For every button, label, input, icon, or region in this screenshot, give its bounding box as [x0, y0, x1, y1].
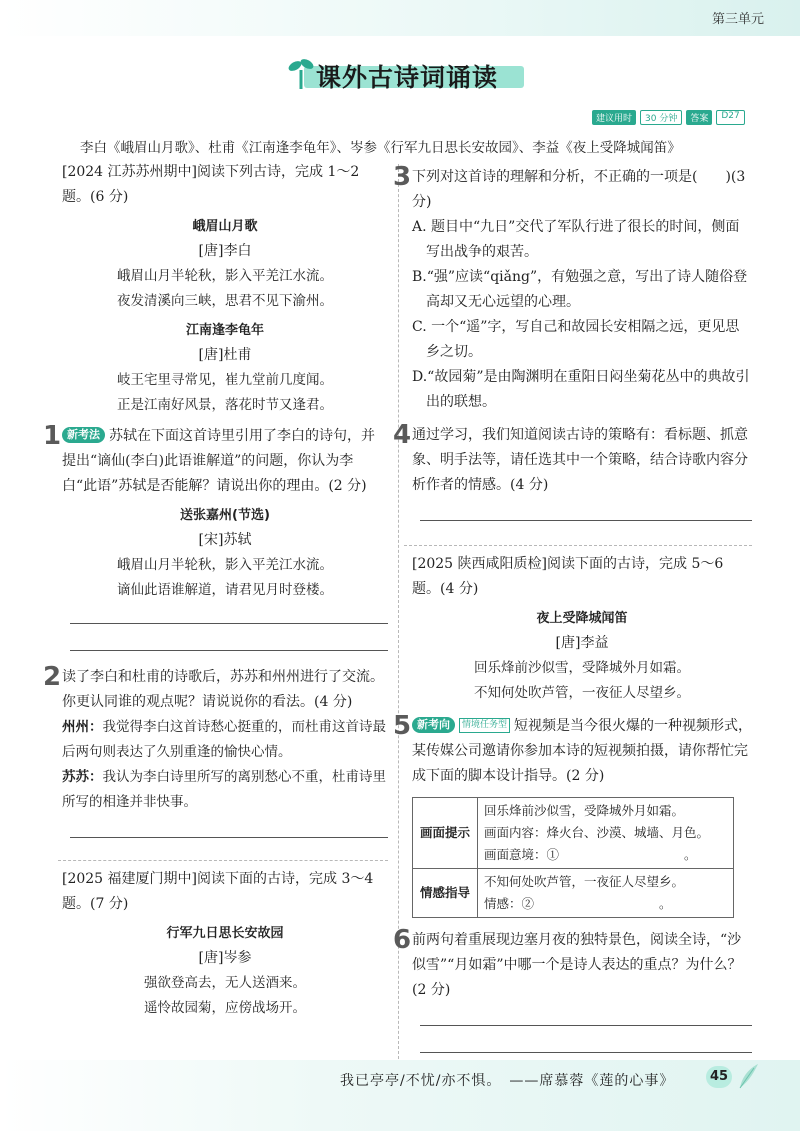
poem-line: 遥怜故园菊，应傍战场开。: [144, 1000, 306, 1016]
answer-line[interactable]: [70, 623, 388, 624]
sprout-icon: [286, 56, 316, 90]
option-c: C. 一个“遥”字，写自己和故园长安相隔之远，更见思乡之切。: [412, 319, 740, 360]
cell-line: 不知何处吹芦管，一夜征人尽望乡。: [484, 874, 685, 889]
question-number: 6: [393, 925, 412, 955]
blank-fill-2[interactable]: 情感：② 。: [484, 896, 672, 911]
poem-title: 夜上受降城闻笛: [536, 611, 628, 626]
poem-line: 强欲登高去，无人送酒来。: [144, 975, 306, 991]
task-type-tag: 情境任务型: [459, 718, 510, 733]
question-number: 2: [43, 662, 62, 692]
question-2: [43, 662, 388, 838]
question-body: 通过学习，我们知道阅读古诗的策略有：看标题、抓意象、明手法等，请任选其中一个策略，结合诗歌内容分析作者的情感。(4 分): [412, 427, 748, 493]
question-number: 5: [393, 711, 412, 741]
section-divider: [404, 545, 752, 546]
poem-line: 回乐烽前沙似雪，受降城外月如霜。: [474, 660, 690, 676]
row-head: 画面提示: [413, 798, 478, 869]
question-body: 读了李白和杜甫的诗歌后，苏苏和州州进行了交流。你更认同谁的观点呢？请说说你的看法。(4 分): [62, 669, 384, 710]
footer-quote: 我已亭亭/不忧/亦不惧。 ——席慕蓉《莲的心事》: [340, 1073, 675, 1089]
poem-line: 峨眉山月半轮秋，影入平羌江水流。: [117, 268, 333, 284]
question-5: [393, 711, 753, 918]
speaker-name: 苏苏：: [62, 769, 103, 785]
table-row: [413, 798, 734, 869]
unit-label: 第三单元: [711, 12, 764, 27]
poem-title: 行军九日思长安故园: [166, 926, 284, 941]
speaker-name: 州州：: [62, 719, 103, 735]
answer-line[interactable]: [420, 520, 752, 521]
new-method-tag: 新考法: [62, 427, 105, 443]
poem-line: 峨眉山月半轮秋，影入平羌江水流。: [117, 557, 333, 573]
blank-fill-1[interactable]: 画面意境：① 。: [484, 847, 697, 862]
left-column: [43, 160, 388, 1021]
dialogue-susu: [62, 765, 388, 815]
question-1: [43, 421, 388, 651]
question-3: [393, 162, 752, 415]
question-body: 苏轼在下面这首诗里引用了李白的诗句，并提出“谪仙(李白)此语谁解道”的问题，你认为李白“此语”苏轼是否能解？请说出你的理由。(2 分): [62, 428, 375, 494]
option-b: B.“强”应读“qiǎng”，有勉强之意，写出了诗人随俗登高却又无心远望的心理。: [412, 269, 748, 310]
header-band: [0, 0, 800, 36]
question-body: 短视频是当今很火爆的一种视频形式，某传媒公司邀请你参加本诗的短视频拍摄，请你帮忙完成下面的脚本设计指导。(2 分): [412, 718, 753, 784]
poem-line: 夜发清溪向三峡，思君不见下渝州。: [117, 293, 333, 309]
poem-line: 谪仙此语谁解道，请君见月时登楼。: [117, 582, 333, 598]
question-6: [393, 925, 752, 1053]
question-number: 1: [43, 421, 62, 451]
time-value: 30 分钟: [640, 110, 682, 125]
section1-source: [2024 江苏苏州期中]阅读下列古诗，完成 1～2 题。(6 分): [62, 164, 360, 205]
poem-line: 正是江南好风景，落花时节又逢君。: [117, 397, 333, 413]
question-text: [412, 714, 752, 789]
leaf-icon: [736, 1062, 760, 1090]
answer-line[interactable]: [70, 837, 388, 838]
page-title: [286, 52, 526, 92]
question-body: 前两句着重展现边塞月夜的独特景色，阅读全诗，“沙似雪”“月如霜”中哪一个是诗人表达的重点？为什么？(2 分): [412, 932, 742, 998]
poem-line: 岐王宅里寻常见，崔九堂前几度闻。: [117, 372, 333, 388]
answer-line[interactable]: [420, 1052, 752, 1053]
answer-page: D27: [716, 110, 744, 125]
question-number: 3: [393, 162, 412, 192]
cell-line: 回乐烽前沙似雪，受降城外月如霜。: [484, 803, 685, 818]
poem-title: 江南逢李龟年: [185, 323, 264, 338]
time-answer-badges: [592, 110, 745, 125]
page-number: 45: [706, 1066, 732, 1088]
poem-title: 峨眉山月歌: [192, 219, 258, 234]
poem-line: 不知何处吹芦管，一夜征人尽望乡。: [474, 685, 690, 701]
new-direction-tag: 新考向: [412, 717, 455, 733]
section-divider: [58, 860, 388, 861]
speech-text: 我觉得李白这首诗愁心挺重的，而杜甫这首诗最后两句则表达了久别重逢的愉快心情。: [62, 719, 386, 760]
poem-author: [宋]苏轼: [198, 532, 252, 548]
row-content: [478, 798, 734, 869]
poem-author: [唐]杜甫: [198, 347, 252, 363]
section2-source: [2025 福建厦门期中]阅读下面的古诗，完成 3～4 题。(7 分): [62, 871, 374, 912]
option-d: D.“故园菊”是由陶渊明在重阳日闷坐菊花丛中的典故引出的联想。: [412, 369, 750, 410]
sources-line: 李白《峨眉山月歌》、杜甫《江南逢李龟年》、岑参《行军九日思长安故园》、李益《夜上受降城闻笛》: [80, 140, 681, 156]
question-body: 下列对这首诗的理解和分析，不正确的一项是( )(3 分): [412, 169, 746, 210]
option-a: A. 题目中“九日”交代了军队行进了很长的时间，侧面写出战争的艰苦。: [412, 219, 740, 260]
poem-author: [唐]李益: [555, 635, 609, 651]
table-row: [413, 869, 734, 918]
script-table: [412, 797, 734, 918]
poem-author: [唐]岑参: [198, 950, 252, 966]
question-4: [393, 420, 752, 521]
cell-line: 画面内容：烽火台、沙漠、城墙、月色。: [484, 825, 710, 840]
poem-author: [唐]李白: [198, 243, 252, 259]
right-column: [393, 162, 753, 1053]
poem-title: 送张嘉州(节选): [180, 508, 270, 523]
section3-source: [2025 陕西咸阳质检]阅读下面的古诗，完成 5～6 题。(4 分): [412, 556, 724, 597]
speech-text: 我认为李白诗里所写的离别愁心不重，杜甫诗里所写的相逢并非快事。: [62, 769, 386, 810]
answer-line[interactable]: [420, 1025, 752, 1026]
question-text: [62, 424, 388, 499]
dialogue-zhouzhou: [62, 715, 388, 765]
answer-line[interactable]: [70, 650, 388, 651]
title-text: 课外古诗词诵读: [316, 63, 499, 92]
answer-label: 答案: [686, 110, 712, 125]
row-head: 情感指导: [413, 869, 478, 918]
row-content: [478, 869, 734, 918]
question-number: 4: [393, 420, 412, 450]
time-label: 建议用时: [592, 110, 636, 125]
